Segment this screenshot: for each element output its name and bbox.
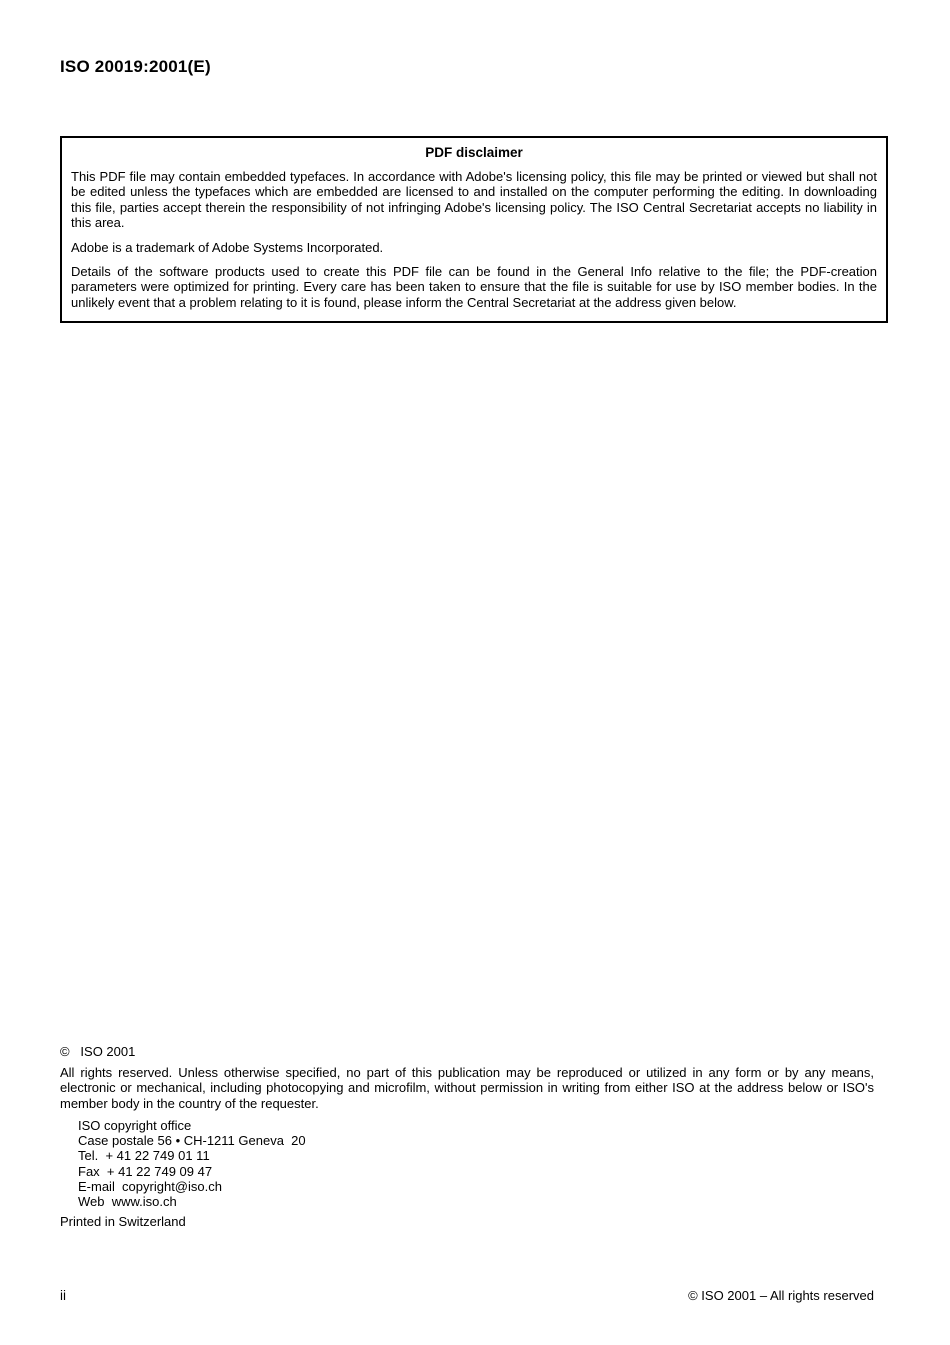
address-line-web: Web www.iso.ch	[78, 1193, 177, 1209]
address-line-postal: Case postale 56 • CH-1211 Geneva 20	[78, 1133, 306, 1149]
address-line-email: E-mail copyright@iso.ch	[78, 1178, 222, 1194]
page-footer	[60, 1288, 874, 1303]
document-reference-header: ISO 20019:2001(E)	[60, 57, 211, 76]
address-line-fax: Fax + 41 22 749 09 47	[78, 1163, 213, 1179]
disclaimer-paragraph-trademark: Adobe is a trademark of Adobe Systems Incorporated.	[71, 239, 384, 255]
pdf-disclaimer-title: PDF disclaimer	[425, 145, 523, 160]
copyright-rights-statement: All rights reserved. Unless otherwise specified, no part of this publication may be reproduced or utilized in any form or by any means, electronic or mechanical, including photocopying and microfilm, without permission in writing from either ISO at the address below or ISO's member body in the country of the requester.	[60, 1065, 874, 1111]
iso-address-block	[78, 1118, 874, 1209]
copyright-section	[60, 1044, 874, 1229]
copyright-notice: © ISO 2001	[60, 1044, 136, 1059]
disclaimer-paragraph-software: Details of the software products used to create this PDF file can be found in the General Info relative to the file; the PDF-creation parameters were optimized for printing. Every care has been taken to ensure that the file is suitable for use by ISO member bodies. In the unlikely event that a problem relating to it is found, please inform the Central Secretariat at the address given below.	[71, 264, 877, 310]
printed-in-switzerland: Printed in Switzerland	[60, 1213, 186, 1229]
footer-copyright-text: © ISO 2001 – All rights reserved	[688, 1288, 874, 1303]
disclaimer-paragraph-typefaces: This PDF file may contain embedded typefaces. In accordance with Adobe's licensing policy, this file may be printed or viewed but shall not be edited unless the typefaces which are embedded are licensed to and installed on the computer performing the editing. In downloading this file, parties accept therein the responsibility of not infringing Adobe's licensing policy. The ISO Central Secretariat accepts no liability in this area.	[71, 169, 877, 231]
address-line-office: ISO copyright office	[78, 1118, 192, 1134]
address-line-tel: Tel. + 41 22 749 01 11	[78, 1148, 210, 1164]
page-number: ii	[60, 1288, 66, 1303]
pdf-disclaimer-box	[60, 136, 888, 323]
